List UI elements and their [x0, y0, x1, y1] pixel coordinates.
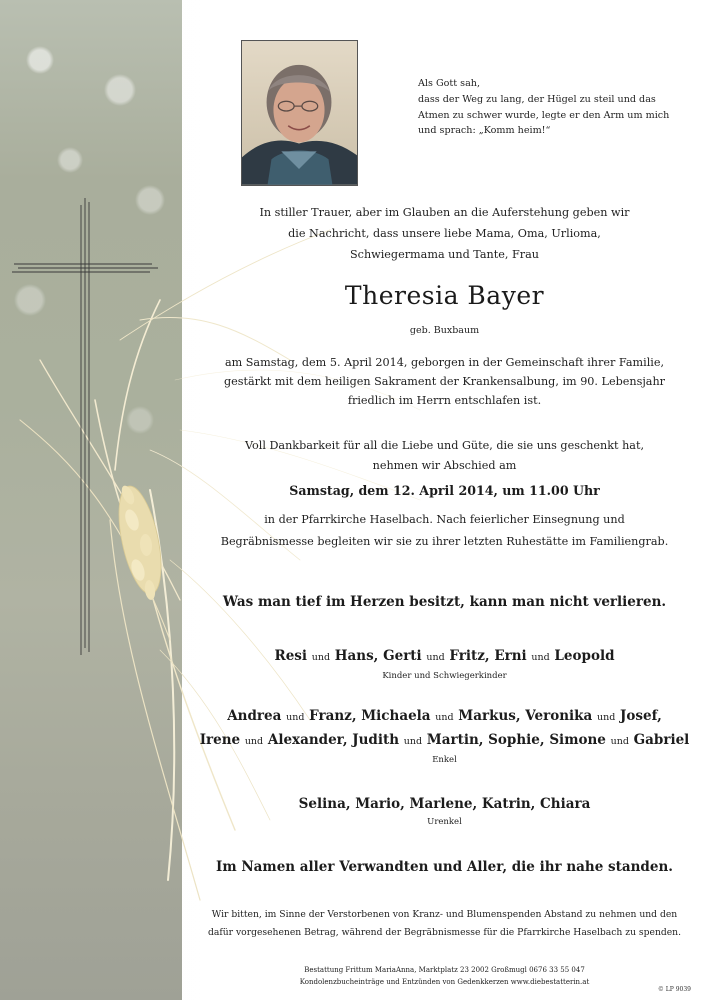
family-group-grandchildren: [182, 705, 707, 767]
family-member: Irene: [199, 732, 241, 748]
family-member: Josef: [620, 708, 658, 724]
family-role: Kinder und Schwiegerkinder: [382, 671, 507, 681]
copyright-mark: © LP 9039: [657, 986, 691, 993]
family-member: Sophie: [488, 732, 540, 748]
family-names: Resi und Hans, Gerti und Fritz, Erni und Leopold: [274, 648, 615, 664]
family-member: Simone: [549, 732, 606, 748]
poem-line: und sprach: „Komm heim!“: [418, 125, 551, 137]
and-word: und: [610, 736, 629, 747]
family-member: Michaela: [361, 708, 431, 724]
family-member: Franz: [309, 708, 352, 724]
donation-request: [182, 906, 707, 942]
death-notice-line: gestärkt mit dem heiligen Sakrament der Krankensalbung, im 90. Lebensjahr: [223, 375, 666, 388]
service-details: [182, 509, 707, 553]
death-notice-line: am Samstag, dem 5. April 2014, geborgen in der Gemeinschaft ihrer Familie,: [224, 356, 665, 369]
service-line: Begräbnismesse begleiten wir sie zu ihrer letzten Ruhestätte im Familiengrab.: [220, 535, 669, 548]
donation-line: Wir bitten, im Sinne der Verstorbenen von Kranz- und Blumenspenden Abstand zu nehmen und den: [211, 909, 678, 920]
deceased-name: Theresia Bayer: [344, 281, 545, 310]
family-member: Gabriel: [633, 732, 690, 748]
and-word: und: [596, 712, 616, 723]
intro-line: Schwiegermama und Tante, Frau: [350, 248, 539, 261]
closing-statement: Im Namen aller Verwandten und Aller, die ihr nahe standen.: [216, 859, 673, 875]
family-group-great-grandchildren: [182, 793, 707, 829]
family-role: Urenkel: [427, 817, 462, 827]
family-member: Erni: [494, 648, 527, 664]
and-word: und: [435, 712, 454, 723]
thanks-text: [182, 436, 707, 476]
thanks-line: Voll Dankbarkeit für all die Liebe und Güte, die sie uns geschenkt hat,: [244, 439, 645, 452]
and-word: und: [531, 652, 550, 663]
donation-line: dafür vorgesehenen Betrag, während der Begräbnismesse für die Pfarrkirche Haselbach zu spenden.: [207, 927, 682, 938]
decorative-side-panel: [0, 0, 182, 1000]
memorial-quote: Was man tief im Herzen besitzt, kann man nicht verlieren.: [222, 594, 667, 610]
family-member: Leopold: [554, 648, 615, 664]
and-word: und: [311, 652, 331, 663]
and-word: und: [403, 736, 423, 747]
birth-name: geb. Buxbaum: [409, 325, 480, 336]
death-notice: [182, 353, 707, 410]
portrait-photo: [241, 40, 358, 186]
and-word: und: [286, 712, 305, 723]
poem: [418, 76, 668, 139]
family-member: Markus: [458, 708, 516, 724]
poem-line: Atmen zu schwer wurde, legte er den Arm um mich: [418, 109, 670, 121]
family-group-children: [182, 645, 707, 683]
service-date: Samstag, dem 12. April 2014, um 11.00 Uhr: [289, 483, 600, 498]
intro-line: In stiller Trauer, aber im Glauben an die Auferstehung geben wir: [259, 206, 630, 219]
family-member: Gerti: [383, 648, 422, 664]
thanks-line: nehmen wir Abschied am: [372, 459, 517, 472]
family-member: Martin: [426, 732, 479, 748]
imprint-line: Bestattung Frittum MariaAnna, Marktplatz 23 2002 Großmugl 0676 33 55 047: [304, 966, 585, 974]
family-names: Selina, Mario, Marlene, Katrin, Chiara: [298, 796, 591, 812]
family-role: Enkel: [432, 755, 457, 765]
family-names: Irene und Alexander, Judith und Martin, Sophie, Simone und Gabriel: [199, 732, 690, 748]
and-word: und: [244, 736, 264, 747]
funeral-home-imprint: [182, 964, 707, 988]
family-member: Veronika: [525, 708, 593, 724]
family-member: Fritz: [449, 648, 485, 664]
poem-line: dass der Weg zu lang, der Hügel zu steil und das: [418, 93, 656, 105]
and-word: und: [426, 652, 445, 663]
intro-line: die Nachricht, dass unsere liebe Mama, Oma, Urlioma,: [288, 227, 601, 240]
family-member: Resi: [274, 648, 308, 664]
poem-line: Als Gott sah,: [418, 78, 481, 89]
family-member: Alexander: [267, 732, 343, 748]
family-names: Andrea und Franz, Michaela und Markus, Veronika und Josef,: [227, 708, 662, 724]
imprint-line: Kondolenzbucheinträge und Entzünden von Gedenkkerzen www.diebestatterin.at: [299, 978, 590, 986]
family-member: Hans: [334, 648, 374, 664]
portrait-image: [242, 41, 357, 185]
family-member: Judith: [352, 732, 400, 748]
death-notice-line: friedlich im Herrn entschlafen ist.: [347, 394, 542, 407]
family-member: Andrea: [227, 708, 282, 724]
service-line: in der Pfarrkirche Haselbach. Nach feierlicher Einsegnung und: [264, 513, 625, 526]
